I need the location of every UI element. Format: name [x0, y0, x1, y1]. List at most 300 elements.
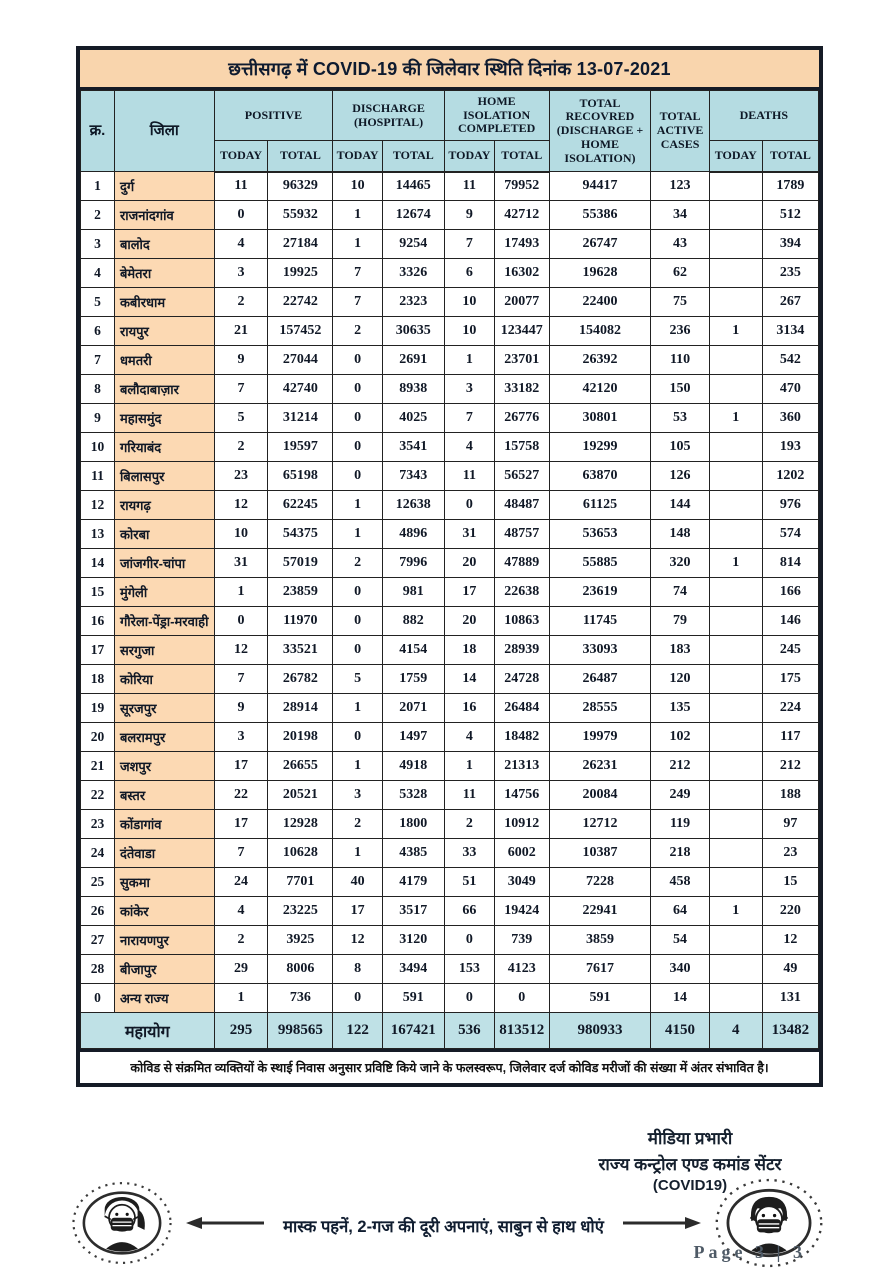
deaths-today	[709, 201, 762, 230]
discharge-today: 0	[333, 346, 382, 375]
discharge-today: 0	[333, 723, 382, 752]
district-name: बस्तर	[114, 781, 214, 810]
homeiso-total: 0	[494, 984, 549, 1013]
district-name: कबीरधाम	[114, 288, 214, 317]
col-header-discharge	[333, 91, 444, 141]
discharge-total: 2071	[382, 694, 444, 723]
total-deaths-today: 4	[709, 1013, 762, 1049]
homeiso-today: 0	[444, 491, 494, 520]
positive-today: 1	[214, 578, 268, 607]
discharge-today: 1	[333, 839, 382, 868]
discharge-today: 0	[333, 375, 382, 404]
homeiso-total: 19424	[494, 897, 549, 926]
discharge-today: 12	[333, 926, 382, 955]
recovered-total: 591	[549, 984, 651, 1013]
deaths-today	[709, 636, 762, 665]
recovered-total: 63870	[549, 462, 651, 491]
district-name: धमतरी	[114, 346, 214, 375]
homeiso-today: 0	[444, 984, 494, 1013]
row-sno: 24	[81, 839, 115, 868]
right-arrow-icon	[621, 1216, 701, 1235]
discharge-today: 8	[333, 955, 382, 984]
discharge-today: 0	[333, 462, 382, 491]
positive-total: 31214	[268, 404, 333, 433]
deaths-today	[709, 810, 762, 839]
row-sno: 0	[81, 984, 115, 1013]
row-sno: 12	[81, 491, 115, 520]
row-sno: 15	[81, 578, 115, 607]
row-sno: 10	[81, 433, 115, 462]
table-row	[81, 172, 819, 201]
discharge-total: 3326	[382, 259, 444, 288]
positive-total: 10628	[268, 839, 333, 868]
recovered-total: 154082	[549, 317, 651, 346]
deaths-today	[709, 230, 762, 259]
table-row	[81, 259, 819, 288]
deaths-total: 245	[762, 636, 818, 665]
deaths-total: 360	[762, 404, 818, 433]
table-row	[81, 607, 819, 636]
discharge-today: 17	[333, 897, 382, 926]
homeiso-total: 17493	[494, 230, 549, 259]
active-cases: 54	[651, 926, 709, 955]
deaths-total: 394	[762, 230, 818, 259]
active-cases: 183	[651, 636, 709, 665]
positive-today: 2	[214, 433, 268, 462]
total-active-cases: 4150	[651, 1013, 709, 1049]
district-name: कांकेर	[114, 897, 214, 926]
deaths-total: 542	[762, 346, 818, 375]
deaths-today: 1	[709, 404, 762, 433]
positive-total: 11970	[268, 607, 333, 636]
positive-total: 22742	[268, 288, 333, 317]
recovered-total: 7228	[549, 868, 651, 897]
recovered-total: 10387	[549, 839, 651, 868]
district-name: बलौदाबाज़ार	[114, 375, 214, 404]
homeiso-total: 4123	[494, 955, 549, 984]
homeiso-total: 21313	[494, 752, 549, 781]
positive-total: 27044	[268, 346, 333, 375]
deaths-today	[709, 839, 762, 868]
table-footnote: कोविड से संक्रमित व्यक्तियों के स्थाई निवास अनुसार प्रविष्टि किये जाने के फलस्वरूप, जिलेवार दर्ज कोविड मरीजों की संख्या में अंतर संभावित है।	[80, 1049, 819, 1083]
positive-total: 19925	[268, 259, 333, 288]
active-cases: 43	[651, 230, 709, 259]
row-sno: 6	[81, 317, 115, 346]
active-cases: 74	[651, 578, 709, 607]
table-row	[81, 665, 819, 694]
home-iso-line2: COMPLETED	[458, 121, 536, 136]
discharge-total: 4025	[382, 404, 444, 433]
positive-today: 22	[214, 781, 268, 810]
homeiso-total: 56527	[494, 462, 549, 491]
discharge-total: 1759	[382, 665, 444, 694]
deaths-total: 574	[762, 520, 818, 549]
subheader-positive-today: TODAY	[214, 141, 268, 172]
district-name: दुर्ग	[114, 172, 214, 201]
discharge-total: 4154	[382, 636, 444, 665]
positive-total: 23225	[268, 897, 333, 926]
discharge-total: 7343	[382, 462, 444, 491]
positive-total: 28914	[268, 694, 333, 723]
homeiso-total: 48487	[494, 491, 549, 520]
home-iso-line1: HOME ISOLATION	[463, 93, 531, 122]
deaths-today	[709, 984, 762, 1013]
active-cases: 320	[651, 549, 709, 578]
active-cases: 212	[651, 752, 709, 781]
deaths-total: 49	[762, 955, 818, 984]
row-sno: 28	[81, 955, 115, 984]
positive-total: 20521	[268, 781, 333, 810]
homeiso-today: 153	[444, 955, 494, 984]
positive-today: 12	[214, 636, 268, 665]
district-name: कोरिया	[114, 665, 214, 694]
total-discharge-total: 167421	[382, 1013, 444, 1049]
row-sno: 16	[81, 607, 115, 636]
recovered-total: 42120	[549, 375, 651, 404]
active-cases: 62	[651, 259, 709, 288]
deaths-today: 1	[709, 897, 762, 926]
positive-today: 0	[214, 201, 268, 230]
table-row	[81, 723, 819, 752]
deaths-total: 212	[762, 752, 818, 781]
positive-today: 9	[214, 694, 268, 723]
homeiso-total: 15758	[494, 433, 549, 462]
table-row	[81, 926, 819, 955]
deaths-total: 976	[762, 491, 818, 520]
row-sno: 17	[81, 636, 115, 665]
positive-today: 2	[214, 926, 268, 955]
positive-total: 96329	[268, 172, 333, 201]
homeiso-total: 18482	[494, 723, 549, 752]
positive-today: 10	[214, 520, 268, 549]
homeiso-today: 31	[444, 520, 494, 549]
deaths-total: 117	[762, 723, 818, 752]
discharge-today: 1	[333, 201, 382, 230]
row-sno: 7	[81, 346, 115, 375]
active-cases: 105	[651, 433, 709, 462]
positive-total: 7701	[268, 868, 333, 897]
deaths-today	[709, 259, 762, 288]
recovered-total: 22941	[549, 897, 651, 926]
deaths-total: 131	[762, 984, 818, 1013]
masked-woman-icon	[70, 1179, 174, 1272]
positive-today: 7	[214, 375, 268, 404]
district-name: नारायणपुर	[114, 926, 214, 955]
deaths-total: 267	[762, 288, 818, 317]
recovered-total: 22400	[549, 288, 651, 317]
deaths-total: 3134	[762, 317, 818, 346]
total-label: महायोग	[81, 1013, 215, 1049]
recovered-total: 7617	[549, 955, 651, 984]
row-sno: 9	[81, 404, 115, 433]
positive-total: 23859	[268, 578, 333, 607]
district-name: दंतेवाडा	[114, 839, 214, 868]
deaths-today	[709, 520, 762, 549]
deaths-total: 220	[762, 897, 818, 926]
col-header-total-recovered	[549, 91, 651, 172]
table-row	[81, 839, 819, 868]
recovered-line1: TOTAL	[579, 95, 621, 110]
row-sno: 8	[81, 375, 115, 404]
table-row	[81, 578, 819, 607]
discharge-total: 14465	[382, 172, 444, 201]
total-homeiso-total: 813512	[494, 1013, 549, 1049]
table-row	[81, 868, 819, 897]
col-header-deaths: DEATHS	[709, 91, 818, 141]
table-row	[81, 230, 819, 259]
homeiso-today: 0	[444, 926, 494, 955]
row-sno: 14	[81, 549, 115, 578]
deaths-total: 814	[762, 549, 818, 578]
deaths-today	[709, 955, 762, 984]
active-cases: 120	[651, 665, 709, 694]
row-sno: 26	[81, 897, 115, 926]
table-row	[81, 346, 819, 375]
deaths-total: 235	[762, 259, 818, 288]
homeiso-total: 3049	[494, 868, 549, 897]
active-cases: 144	[651, 491, 709, 520]
covid-district-table	[80, 90, 819, 1049]
district-name: बेमेतरा	[114, 259, 214, 288]
table-row	[81, 404, 819, 433]
deaths-today	[709, 926, 762, 955]
homeiso-total: 123447	[494, 317, 549, 346]
discharge-total: 981	[382, 578, 444, 607]
recovered-total: 55885	[549, 549, 651, 578]
positive-today: 4	[214, 897, 268, 926]
discharge-today: 1	[333, 694, 382, 723]
table-row	[81, 752, 819, 781]
discharge-today: 5	[333, 665, 382, 694]
discharge-today: 0	[333, 607, 382, 636]
discharge-today: 0	[333, 404, 382, 433]
deaths-today	[709, 781, 762, 810]
active-cases: 102	[651, 723, 709, 752]
row-sno: 13	[81, 520, 115, 549]
district-name: सरगुजा	[114, 636, 214, 665]
district-name: महासमुंद	[114, 404, 214, 433]
homeiso-today: 51	[444, 868, 494, 897]
active-cases: 34	[651, 201, 709, 230]
row-sno: 18	[81, 665, 115, 694]
positive-today: 11	[214, 172, 268, 201]
recovered-total: 33093	[549, 636, 651, 665]
deaths-total: 12	[762, 926, 818, 955]
homeiso-today: 10	[444, 288, 494, 317]
recovered-total: 20084	[549, 781, 651, 810]
table-row	[81, 462, 819, 491]
district-name: मुंगेली	[114, 578, 214, 607]
table-row	[81, 201, 819, 230]
deaths-total: 193	[762, 433, 818, 462]
discharge-today: 1	[333, 230, 382, 259]
discharge-today: 3	[333, 781, 382, 810]
homeiso-today: 4	[444, 723, 494, 752]
positive-today: 3	[214, 723, 268, 752]
homeiso-total: 739	[494, 926, 549, 955]
homeiso-today: 2	[444, 810, 494, 839]
homeiso-today: 66	[444, 897, 494, 926]
total-discharge-today: 122	[333, 1013, 382, 1049]
recovered-total: 28555	[549, 694, 651, 723]
positive-today: 21	[214, 317, 268, 346]
positive-today: 0	[214, 607, 268, 636]
recovered-total: 3859	[549, 926, 651, 955]
district-name: गरियाबंद	[114, 433, 214, 462]
discharge-total: 30635	[382, 317, 444, 346]
total-recovered: 980933	[549, 1013, 651, 1049]
homeiso-today: 7	[444, 230, 494, 259]
row-sno: 22	[81, 781, 115, 810]
deaths-today	[709, 491, 762, 520]
discharge-total: 12674	[382, 201, 444, 230]
homeiso-total: 48757	[494, 520, 549, 549]
deaths-today	[709, 346, 762, 375]
row-sno: 4	[81, 259, 115, 288]
row-sno: 20	[81, 723, 115, 752]
positive-today: 2	[214, 288, 268, 317]
recovered-total: 53653	[549, 520, 651, 549]
deaths-total: 1789	[762, 172, 818, 201]
row-sno: 27	[81, 926, 115, 955]
district-name: बीजापुर	[114, 955, 214, 984]
homeiso-today: 33	[444, 839, 494, 868]
deaths-total: 224	[762, 694, 818, 723]
homeiso-today: 20	[444, 549, 494, 578]
positive-total: 8006	[268, 955, 333, 984]
district-name: सुकमा	[114, 868, 214, 897]
table-row	[81, 984, 819, 1013]
discharge-total: 1800	[382, 810, 444, 839]
covid-status-table-frame	[76, 46, 823, 1087]
table-row	[81, 317, 819, 346]
deaths-today	[709, 433, 762, 462]
positive-today: 4	[214, 230, 268, 259]
homeiso-today: 17	[444, 578, 494, 607]
recovered-total: 61125	[549, 491, 651, 520]
left-arrow-icon	[186, 1216, 266, 1235]
positive-today: 5	[214, 404, 268, 433]
active-line2: ACTIVE	[656, 123, 704, 138]
recovered-total: 19979	[549, 723, 651, 752]
district-name: सूरजपुर	[114, 694, 214, 723]
table-row	[81, 781, 819, 810]
row-sno: 5	[81, 288, 115, 317]
deaths-total: 23	[762, 839, 818, 868]
discharge-total: 9254	[382, 230, 444, 259]
homeiso-total: 47889	[494, 549, 549, 578]
deaths-today	[709, 172, 762, 201]
district-name: अन्य राज्य	[114, 984, 214, 1013]
deaths-today	[709, 665, 762, 694]
discharge-line1: DISCHARGE	[352, 100, 425, 115]
district-name: कोरबा	[114, 520, 214, 549]
deaths-today	[709, 868, 762, 897]
active-cases: 148	[651, 520, 709, 549]
discharge-today: 2	[333, 317, 382, 346]
active-cases: 119	[651, 810, 709, 839]
row-sno: 1	[81, 172, 115, 201]
positive-total: 65198	[268, 462, 333, 491]
recovered-total: 26231	[549, 752, 651, 781]
district-name: बिलासपुर	[114, 462, 214, 491]
discharge-total: 1497	[382, 723, 444, 752]
discharge-total: 8938	[382, 375, 444, 404]
deaths-today	[709, 694, 762, 723]
subheader-positive-total: TOTAL	[268, 141, 333, 172]
deaths-today	[709, 288, 762, 317]
positive-today: 7	[214, 839, 268, 868]
row-sno: 25	[81, 868, 115, 897]
active-cases: 126	[651, 462, 709, 491]
homeiso-today: 10	[444, 317, 494, 346]
homeiso-today: 4	[444, 433, 494, 462]
recovered-line4: HOME ISOLATION)	[564, 136, 636, 165]
active-cases: 150	[651, 375, 709, 404]
signature-line1: मीडिया प्रभारी	[647, 1129, 733, 1148]
col-header-active-cases	[651, 91, 709, 172]
homeiso-total: 33182	[494, 375, 549, 404]
subheader-deaths-today: TODAY	[709, 141, 762, 172]
positive-total: 57019	[268, 549, 333, 578]
district-name: रायगढ़	[114, 491, 214, 520]
table-row	[81, 810, 819, 839]
total-homeiso-today: 536	[444, 1013, 494, 1049]
deaths-total: 512	[762, 201, 818, 230]
deaths-total: 175	[762, 665, 818, 694]
active-cases: 135	[651, 694, 709, 723]
table-row	[81, 375, 819, 404]
homeiso-today: 20	[444, 607, 494, 636]
recovered-total: 19299	[549, 433, 651, 462]
district-name: बलरामपुर	[114, 723, 214, 752]
table-row	[81, 520, 819, 549]
discharge-total: 2691	[382, 346, 444, 375]
discharge-total: 4918	[382, 752, 444, 781]
discharge-total: 3120	[382, 926, 444, 955]
discharge-total: 4385	[382, 839, 444, 868]
deaths-today: 1	[709, 549, 762, 578]
active-line3: CASES	[660, 136, 700, 151]
discharge-today: 10	[333, 172, 382, 201]
table-row	[81, 288, 819, 317]
recovered-total: 94417	[549, 172, 651, 201]
positive-today: 17	[214, 752, 268, 781]
page-number: Page 3 | 3	[693, 1242, 806, 1262]
col-header-home-isolation	[444, 91, 549, 141]
signature-line2: राज्य कन्ट्रोल एण्ड कमांड सेंटर	[598, 1155, 782, 1174]
total-positive-total: 998565	[268, 1013, 333, 1049]
positive-total: 42740	[268, 375, 333, 404]
active-cases: 14	[651, 984, 709, 1013]
deaths-total: 166	[762, 578, 818, 607]
homeiso-total: 79952	[494, 172, 549, 201]
positive-today: 3	[214, 259, 268, 288]
recovered-total: 11745	[549, 607, 651, 636]
active-cases: 79	[651, 607, 709, 636]
row-sno: 3	[81, 230, 115, 259]
district-name: बालोद	[114, 230, 214, 259]
discharge-today: 7	[333, 288, 382, 317]
positive-total: 157452	[268, 317, 333, 346]
recovered-total: 30801	[549, 404, 651, 433]
table-row	[81, 897, 819, 926]
discharge-total: 12638	[382, 491, 444, 520]
discharge-today: 0	[333, 578, 382, 607]
recovered-total: 26392	[549, 346, 651, 375]
total-positive-today: 295	[214, 1013, 268, 1049]
discharge-today: 2	[333, 810, 382, 839]
